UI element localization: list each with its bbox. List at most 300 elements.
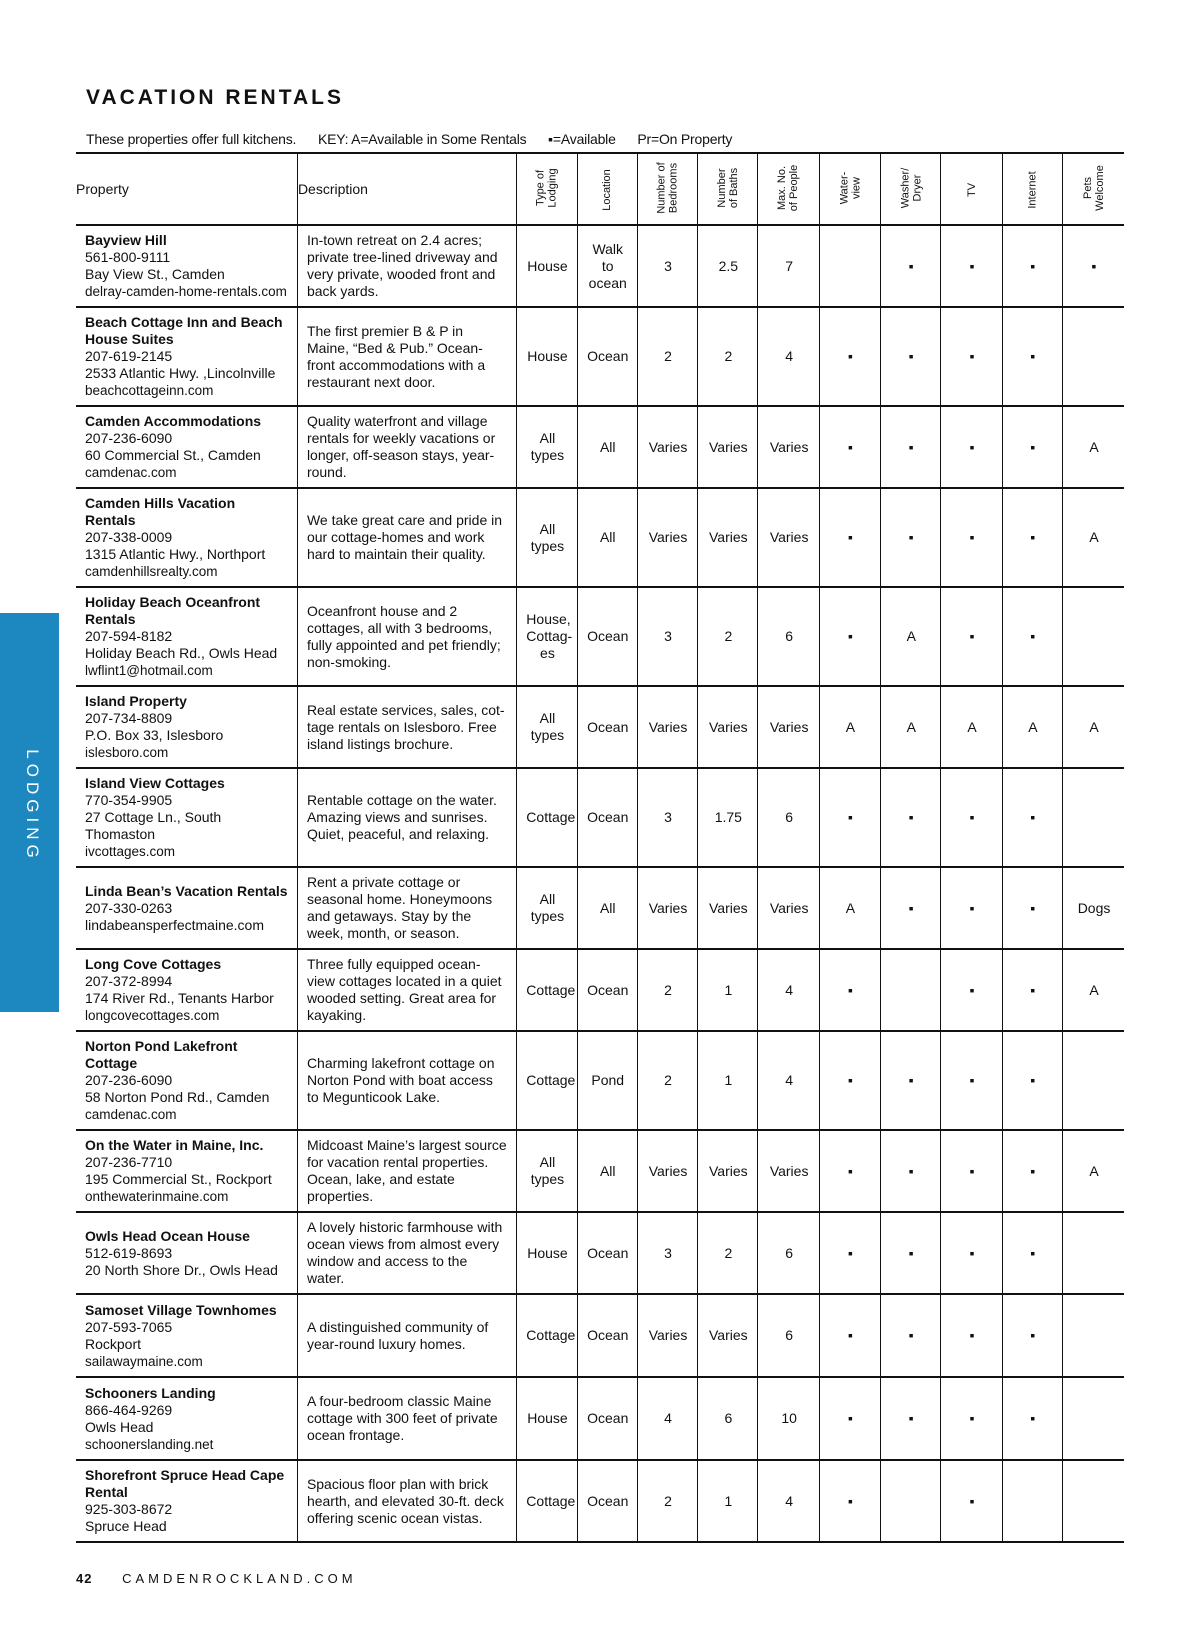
baths-cell: Varies bbox=[698, 1130, 758, 1212]
baths-cell: 2 bbox=[698, 307, 758, 406]
property-website: camdenhillsrealty.com bbox=[85, 564, 218, 579]
rentals-table bbox=[76, 152, 1124, 1543]
location-cell: All bbox=[577, 1130, 637, 1212]
baths-cell: Varies bbox=[698, 488, 758, 587]
property-address: 20 North Shore Dr., Owls Head bbox=[85, 1261, 278, 1278]
waterview-cell: A bbox=[819, 867, 880, 949]
page-number: 42 bbox=[76, 1571, 93, 1586]
type-cell: Cottage bbox=[517, 1031, 577, 1130]
property-cell bbox=[76, 1212, 297, 1294]
bedrooms-cell: 3 bbox=[637, 768, 697, 867]
col-waterview-line: Water- bbox=[837, 171, 850, 205]
property-name: Samoset Village Townhomes bbox=[85, 1301, 277, 1318]
col-people-line: Max. No. bbox=[776, 165, 789, 211]
waterview-cell: ▪ bbox=[819, 587, 880, 686]
property-phone: 207-236-6090 bbox=[85, 1072, 173, 1088]
table-row bbox=[76, 949, 1124, 1031]
property-cell bbox=[76, 225, 297, 307]
property-address: 27 Cottage Ln., South Thomaston bbox=[85, 809, 222, 842]
people-cell: 10 bbox=[758, 1377, 819, 1460]
tv-cell: ▪ bbox=[941, 949, 1002, 1031]
property-cell bbox=[76, 768, 297, 867]
col-location-line: Location bbox=[601, 169, 614, 211]
bedrooms-cell: Varies bbox=[637, 867, 697, 949]
baths-cell: 6 bbox=[698, 1377, 758, 1460]
property-address: Bay View St., Camden bbox=[85, 266, 225, 282]
type-cell: House bbox=[517, 307, 577, 406]
waterview-cell: ▪ bbox=[819, 1460, 880, 1542]
tv-cell: ▪ bbox=[941, 488, 1002, 587]
side-tab-label: LODGING bbox=[23, 749, 42, 863]
type-cell: Cottage bbox=[517, 1460, 577, 1542]
bedrooms-cell: 3 bbox=[637, 587, 697, 686]
property-address: 195 Commercial St., Rockport bbox=[85, 1171, 272, 1187]
col-washer-line: Washer/ bbox=[898, 167, 911, 209]
people-cell: 4 bbox=[758, 1460, 819, 1542]
bedrooms-cell: Varies bbox=[637, 1294, 697, 1377]
type-cell: House, Cottag-es bbox=[517, 587, 577, 686]
tv-cell: ▪ bbox=[941, 768, 1002, 867]
description-cell: Charming lakefront cottage on Norton Pond with boat access to Megunticook Lake. bbox=[297, 1031, 516, 1130]
people-cell: Varies bbox=[758, 488, 819, 587]
property-address: 1315 Atlantic Hwy., Northport bbox=[85, 546, 266, 562]
property-website: camdenac.com bbox=[85, 1107, 177, 1122]
tv-cell: ▪ bbox=[941, 307, 1002, 406]
bedrooms-cell: 3 bbox=[637, 225, 697, 307]
baths-cell: Varies bbox=[698, 1294, 758, 1377]
description-cell: Real estate services, sales, cot-tage rentals on Islesboro. Free island listings brochure. bbox=[297, 686, 516, 768]
washer-cell: A bbox=[881, 686, 941, 768]
property-phone: 207-594-8182 bbox=[85, 628, 173, 644]
waterview-cell: ▪ bbox=[819, 768, 880, 867]
property-cell bbox=[76, 1460, 297, 1542]
col-type-line: Lodging bbox=[546, 168, 559, 208]
col-property: Property bbox=[76, 153, 297, 225]
property-website: longcovecottages.com bbox=[85, 1008, 220, 1023]
washer-cell bbox=[881, 949, 941, 1031]
waterview-cell: ▪ bbox=[819, 406, 880, 488]
pets-cell: A bbox=[1063, 488, 1124, 587]
location-cell: Ocean bbox=[577, 1460, 637, 1542]
bedrooms-cell: Varies bbox=[637, 686, 697, 768]
col-baths-line: Number bbox=[715, 168, 728, 208]
key-legend bbox=[86, 131, 750, 147]
washer-cell: ▪ bbox=[881, 307, 941, 406]
description-cell: Three fully equipped ocean-view cottages located in a quiet wooded setting. Great area for kayaking. bbox=[297, 949, 516, 1031]
location-cell: Ocean bbox=[577, 1294, 637, 1377]
baths-cell: 1 bbox=[698, 1031, 758, 1130]
waterview-cell: ▪ bbox=[819, 1294, 880, 1377]
table-row bbox=[76, 1130, 1124, 1212]
washer-cell: ▪ bbox=[881, 1377, 941, 1460]
col-bedrooms-line: Number of bbox=[655, 162, 668, 214]
pets-cell: A bbox=[1063, 949, 1124, 1031]
bedrooms-cell: 2 bbox=[637, 1460, 697, 1542]
property-name: Shorefront Spruce Head Cape Rental bbox=[85, 1467, 285, 1500]
baths-cell: 2 bbox=[698, 587, 758, 686]
col-bedrooms bbox=[637, 153, 697, 225]
property-address: P.O. Box 33, Islesboro bbox=[85, 727, 224, 743]
type-cell: All types bbox=[517, 1130, 577, 1212]
pets-cell: Dogs bbox=[1063, 867, 1124, 949]
property-name: Island Property bbox=[85, 693, 187, 709]
table-row bbox=[76, 686, 1124, 768]
property-phone: 207-236-6090 bbox=[85, 430, 173, 446]
property-name: Owls Head Ocean House bbox=[85, 1227, 250, 1244]
location-cell: All bbox=[577, 867, 637, 949]
internet-cell: ▪ bbox=[1002, 1212, 1062, 1294]
internet-cell: ▪ bbox=[1002, 949, 1062, 1031]
people-cell: 6 bbox=[758, 768, 819, 867]
tv-cell: ▪ bbox=[941, 867, 1002, 949]
col-pets-line: Welcome bbox=[1093, 165, 1106, 211]
internet-cell: ▪ bbox=[1002, 867, 1062, 949]
table-row bbox=[76, 1212, 1124, 1294]
tv-cell: A bbox=[941, 686, 1002, 768]
internet-cell: ▪ bbox=[1002, 768, 1062, 867]
table-row bbox=[76, 768, 1124, 867]
col-washer-line: Dryer bbox=[910, 174, 923, 202]
property-name: On the Water in Maine, Inc. bbox=[85, 1137, 264, 1153]
bedrooms-cell: Varies bbox=[637, 406, 697, 488]
col-bedrooms-line: Bedrooms bbox=[667, 162, 680, 214]
col-type-line: Type of bbox=[534, 169, 547, 207]
internet-cell: ▪ bbox=[1002, 1294, 1062, 1377]
col-description: Description bbox=[297, 153, 516, 225]
col-pets-label bbox=[1082, 165, 1106, 211]
col-tv-line: TV bbox=[965, 182, 978, 198]
washer-cell: ▪ bbox=[881, 1212, 941, 1294]
internet-cell: ▪ bbox=[1002, 488, 1062, 587]
pets-cell bbox=[1063, 1377, 1124, 1460]
people-cell: 6 bbox=[758, 1294, 819, 1377]
people-cell: Varies bbox=[758, 406, 819, 488]
location-cell: Walk to ocean bbox=[577, 225, 637, 307]
footer bbox=[76, 1571, 357, 1586]
property-phone: 561-800-9111 bbox=[85, 249, 171, 265]
property-name: Linda Bean’s Vacation Rentals bbox=[85, 882, 288, 899]
property-website: islesboro.com bbox=[85, 745, 169, 760]
col-tv-label bbox=[966, 183, 978, 197]
site-name: CAMDENROCKLAND.COM bbox=[122, 1571, 357, 1586]
washer-cell: ▪ bbox=[881, 406, 941, 488]
washer-cell: ▪ bbox=[881, 225, 941, 307]
property-cell bbox=[76, 488, 297, 587]
property-website: sailawaymaine.com bbox=[85, 1353, 203, 1369]
tv-cell: ▪ bbox=[941, 225, 1002, 307]
location-cell: Ocean bbox=[577, 768, 637, 867]
baths-cell: 1 bbox=[698, 1460, 758, 1542]
property-address: 2533 Atlantic Hwy. ,Lincolnville bbox=[85, 365, 276, 381]
property-name: Camden Accommodations bbox=[85, 413, 262, 429]
washer-cell: ▪ bbox=[881, 768, 941, 867]
tv-cell: ▪ bbox=[941, 587, 1002, 686]
property-phone: 207-593-7065 bbox=[85, 1318, 173, 1335]
col-type bbox=[517, 153, 577, 225]
col-waterview bbox=[819, 153, 880, 225]
bedrooms-cell: 3 bbox=[637, 1212, 697, 1294]
type-cell: House bbox=[517, 1212, 577, 1294]
bedrooms-cell: 2 bbox=[637, 949, 697, 1031]
key-available: ▪=Available bbox=[548, 131, 616, 147]
table-row bbox=[76, 406, 1124, 488]
property-phone: 207-236-7710 bbox=[85, 1154, 173, 1170]
property-name: Norton Pond Lakefront Cottage bbox=[85, 1038, 238, 1071]
property-cell bbox=[76, 1377, 297, 1460]
internet-cell bbox=[1002, 1460, 1062, 1542]
baths-cell: 1 bbox=[698, 949, 758, 1031]
tv-cell: ▪ bbox=[941, 1294, 1002, 1377]
property-website: camdenac.com bbox=[85, 465, 177, 480]
pets-cell: ▪ bbox=[1063, 225, 1124, 307]
location-cell: Ocean bbox=[577, 1212, 637, 1294]
property-cell bbox=[76, 686, 297, 768]
washer-cell: A bbox=[881, 587, 941, 686]
property-cell bbox=[76, 406, 297, 488]
tv-cell: ▪ bbox=[941, 1460, 1002, 1542]
description-cell: Rentable cottage on the water. Amazing views and sunrises. Quiet, peaceful, and relaxing. bbox=[297, 768, 516, 867]
property-name: Island View Cottages bbox=[85, 775, 225, 791]
washer-cell: ▪ bbox=[881, 1130, 941, 1212]
bedrooms-cell: 4 bbox=[637, 1377, 697, 1460]
description-cell: We take great care and pride in our cottage-homes and work hard to maintain their quality. bbox=[297, 488, 516, 587]
baths-cell: Varies bbox=[698, 406, 758, 488]
waterview-cell: ▪ bbox=[819, 1031, 880, 1130]
pets-cell bbox=[1063, 1294, 1124, 1377]
baths-cell: Varies bbox=[698, 686, 758, 768]
property-cell bbox=[76, 307, 297, 406]
property-address: 174 River Rd., Tenants Harbor bbox=[85, 990, 274, 1006]
type-cell: House bbox=[517, 225, 577, 307]
pets-cell: A bbox=[1063, 406, 1124, 488]
property-phone: 770-354-9905 bbox=[85, 792, 173, 808]
baths-cell: 1.75 bbox=[698, 768, 758, 867]
property-cell bbox=[76, 1130, 297, 1212]
internet-cell: ▪ bbox=[1002, 1031, 1062, 1130]
property-name: Beach Cottage Inn and Beach House Suites bbox=[85, 314, 283, 347]
table-row bbox=[76, 587, 1124, 686]
bedrooms-cell: 2 bbox=[637, 1031, 697, 1130]
people-cell: 6 bbox=[758, 587, 819, 686]
property-website: ivcottages.com bbox=[85, 844, 176, 859]
property-address: Spruce Head bbox=[85, 1518, 167, 1534]
description-cell: Midcoast Maine’s largest source for vacation rental properties. Ocean, lake, and estate properties. bbox=[297, 1130, 516, 1212]
waterview-cell: ▪ bbox=[819, 1377, 880, 1460]
internet-cell: ▪ bbox=[1002, 1130, 1062, 1212]
type-cell: All types bbox=[517, 867, 577, 949]
col-washer bbox=[881, 153, 941, 225]
baths-cell: Varies bbox=[698, 867, 758, 949]
col-baths-label bbox=[716, 168, 740, 208]
location-cell: Ocean bbox=[577, 949, 637, 1031]
key-label: KEY: A=Available in Some Rentals bbox=[317, 131, 527, 147]
property-name: Camden Hills Vacation Rentals bbox=[85, 495, 236, 528]
internet-cell: ▪ bbox=[1002, 587, 1062, 686]
type-cell: All types bbox=[517, 686, 577, 768]
property-phone: 207-734-8809 bbox=[85, 710, 173, 726]
internet-cell: ▪ bbox=[1002, 406, 1062, 488]
property-cell bbox=[76, 949, 297, 1031]
location-cell: All bbox=[577, 488, 637, 587]
description-cell: A lovely historic farmhouse with ocean views from almost every window and access to the water. bbox=[297, 1212, 516, 1294]
property-website: schoonerslanding.net bbox=[85, 1436, 214, 1452]
waterview-cell: ▪ bbox=[819, 488, 880, 587]
property-address: lindabeansperfectmaine.com bbox=[85, 916, 264, 933]
location-cell: Pond bbox=[577, 1031, 637, 1130]
people-cell: Varies bbox=[758, 867, 819, 949]
pets-cell: A bbox=[1063, 686, 1124, 768]
property-phone: 207-338-0009 bbox=[85, 529, 173, 545]
washer-cell: ▪ bbox=[881, 867, 941, 949]
table-row bbox=[76, 1031, 1124, 1130]
description-cell: In-town retreat on 2.4 acres; private tree-lined driveway and very private, wooded front and back yards. bbox=[297, 225, 516, 307]
tv-cell: ▪ bbox=[941, 406, 1002, 488]
tv-cell: ▪ bbox=[941, 1031, 1002, 1130]
property-phone: 207-372-8994 bbox=[85, 973, 173, 989]
table-row bbox=[76, 488, 1124, 587]
property-address: 58 Norton Pond Rd., Camden bbox=[85, 1089, 270, 1105]
pets-cell: A bbox=[1063, 1130, 1124, 1212]
internet-cell: A bbox=[1002, 686, 1062, 768]
table-row bbox=[76, 1377, 1124, 1460]
table-row bbox=[76, 1460, 1124, 1542]
type-cell: All types bbox=[517, 488, 577, 587]
description-cell: A four-bedroom classic Maine cottage with 300 feet of private ocean frontage. bbox=[297, 1377, 516, 1460]
col-washer-label bbox=[899, 168, 923, 209]
type-cell: All types bbox=[517, 406, 577, 488]
people-cell: 4 bbox=[758, 949, 819, 1031]
tv-cell: ▪ bbox=[941, 1130, 1002, 1212]
property-website: lwflint1@hotmail.com bbox=[85, 663, 213, 678]
pets-cell bbox=[1063, 307, 1124, 406]
col-tv bbox=[941, 153, 1002, 225]
type-cell: Cottage bbox=[517, 949, 577, 1031]
type-cell: Cottage bbox=[517, 1294, 577, 1377]
people-cell: Varies bbox=[758, 686, 819, 768]
bedrooms-cell: Varies bbox=[637, 488, 697, 587]
property-website: onthewaterinmaine.com bbox=[85, 1189, 229, 1204]
col-waterview-label bbox=[838, 172, 862, 205]
washer-cell: ▪ bbox=[881, 1031, 941, 1130]
location-cell: All bbox=[577, 406, 637, 488]
tv-cell: ▪ bbox=[941, 1377, 1002, 1460]
people-cell: Varies bbox=[758, 1130, 819, 1212]
property-cell bbox=[76, 867, 297, 949]
col-people-label bbox=[777, 165, 801, 211]
property-phone: 512-619-8693 bbox=[85, 1244, 173, 1261]
col-waterview-line: view bbox=[849, 177, 862, 200]
people-cell: 4 bbox=[758, 1031, 819, 1130]
property-address: 60 Commercial St., Camden bbox=[85, 447, 261, 463]
washer-cell bbox=[881, 1460, 941, 1542]
table-row bbox=[76, 225, 1124, 307]
baths-cell: 2 bbox=[698, 1212, 758, 1294]
col-people-line: of People bbox=[788, 164, 801, 212]
waterview-cell: ▪ bbox=[819, 1130, 880, 1212]
location-cell: Ocean bbox=[577, 1377, 637, 1460]
description-cell: A distinguished community of year-round luxury homes. bbox=[297, 1294, 516, 1377]
property-phone: 866-464-9269 bbox=[85, 1401, 173, 1418]
waterview-cell: A bbox=[819, 686, 880, 768]
col-type-label bbox=[535, 168, 559, 207]
pets-cell bbox=[1063, 587, 1124, 686]
col-location bbox=[577, 153, 637, 225]
key-intro: These properties offer full kitchens. bbox=[86, 131, 297, 147]
location-cell: Ocean bbox=[577, 686, 637, 768]
table-row bbox=[76, 867, 1124, 949]
people-cell: 4 bbox=[758, 307, 819, 406]
waterview-cell: ▪ bbox=[819, 307, 880, 406]
table-row bbox=[76, 307, 1124, 406]
col-baths-line: of Baths bbox=[727, 167, 740, 209]
description-cell: Oceanfront house and 2 cottages, all with 3 bedrooms, fully appointed and pet friendly; non-smoking. bbox=[297, 587, 516, 686]
bedrooms-cell: Varies bbox=[637, 1130, 697, 1212]
washer-cell: ▪ bbox=[881, 1294, 941, 1377]
col-location-label bbox=[601, 169, 613, 211]
col-people bbox=[758, 153, 819, 225]
bedrooms-cell: 2 bbox=[637, 307, 697, 406]
property-cell bbox=[76, 587, 297, 686]
header-row bbox=[76, 153, 1124, 225]
col-internet-label bbox=[1026, 171, 1038, 208]
internet-cell: ▪ bbox=[1002, 225, 1062, 307]
property-name: Bayview Hill bbox=[85, 232, 167, 248]
type-cell: House bbox=[517, 1377, 577, 1460]
pets-cell bbox=[1063, 1212, 1124, 1294]
key-on-property: Pr=On Property bbox=[637, 131, 733, 147]
col-internet-line: Internet bbox=[1026, 171, 1039, 209]
pets-cell bbox=[1063, 1031, 1124, 1130]
description-cell: Rent a private cottage or seasonal home. Honeymoons and getaways. Stay by the week, month, or season. bbox=[297, 867, 516, 949]
col-baths bbox=[698, 153, 758, 225]
location-cell: Ocean bbox=[577, 587, 637, 686]
description-cell: Quality waterfront and village rentals for weekly vacations or longer, off-season stays, year-round. bbox=[297, 406, 516, 488]
property-website: beachcottageinn.com bbox=[85, 383, 214, 398]
property-cell bbox=[76, 1294, 297, 1377]
pets-cell bbox=[1063, 768, 1124, 867]
tv-cell: ▪ bbox=[941, 1212, 1002, 1294]
col-pets bbox=[1063, 153, 1124, 225]
property-website: delray-camden-home-rentals.com bbox=[85, 284, 287, 299]
waterview-cell bbox=[819, 225, 880, 307]
property-name: Holiday Beach Oceanfront Rentals bbox=[85, 594, 261, 627]
pets-cell bbox=[1063, 1460, 1124, 1542]
location-cell: Ocean bbox=[577, 307, 637, 406]
baths-cell: 2.5 bbox=[698, 225, 758, 307]
property-name: Long Cove Cottages bbox=[85, 956, 222, 972]
property-address: Holiday Beach Rd., Owls Head bbox=[85, 645, 278, 661]
table-row bbox=[76, 1294, 1124, 1377]
description-cell: Spacious floor plan with brick hearth, and elevated 30-ft. deck offering scenic ocean vistas. bbox=[297, 1460, 516, 1542]
washer-cell: ▪ bbox=[881, 488, 941, 587]
page-title: VACATION RENTALS bbox=[86, 86, 344, 109]
waterview-cell: ▪ bbox=[819, 1212, 880, 1294]
people-cell: 6 bbox=[758, 1212, 819, 1294]
property-phone: 925-303-8672 bbox=[85, 1501, 173, 1517]
people-cell: 7 bbox=[758, 225, 819, 307]
property-phone: 207-619-2145 bbox=[85, 348, 173, 364]
col-internet bbox=[1002, 153, 1062, 225]
internet-cell: ▪ bbox=[1002, 307, 1062, 406]
property-cell bbox=[76, 1031, 297, 1130]
property-address: Owls Head bbox=[85, 1418, 154, 1435]
property-name: Schooners Landing bbox=[85, 1384, 216, 1401]
property-address: Rockport bbox=[85, 1335, 142, 1352]
col-bedrooms-label bbox=[656, 162, 680, 213]
internet-cell: ▪ bbox=[1002, 1377, 1062, 1460]
col-pets-line: Pets bbox=[1081, 177, 1094, 200]
type-cell: Cottage bbox=[517, 768, 577, 867]
